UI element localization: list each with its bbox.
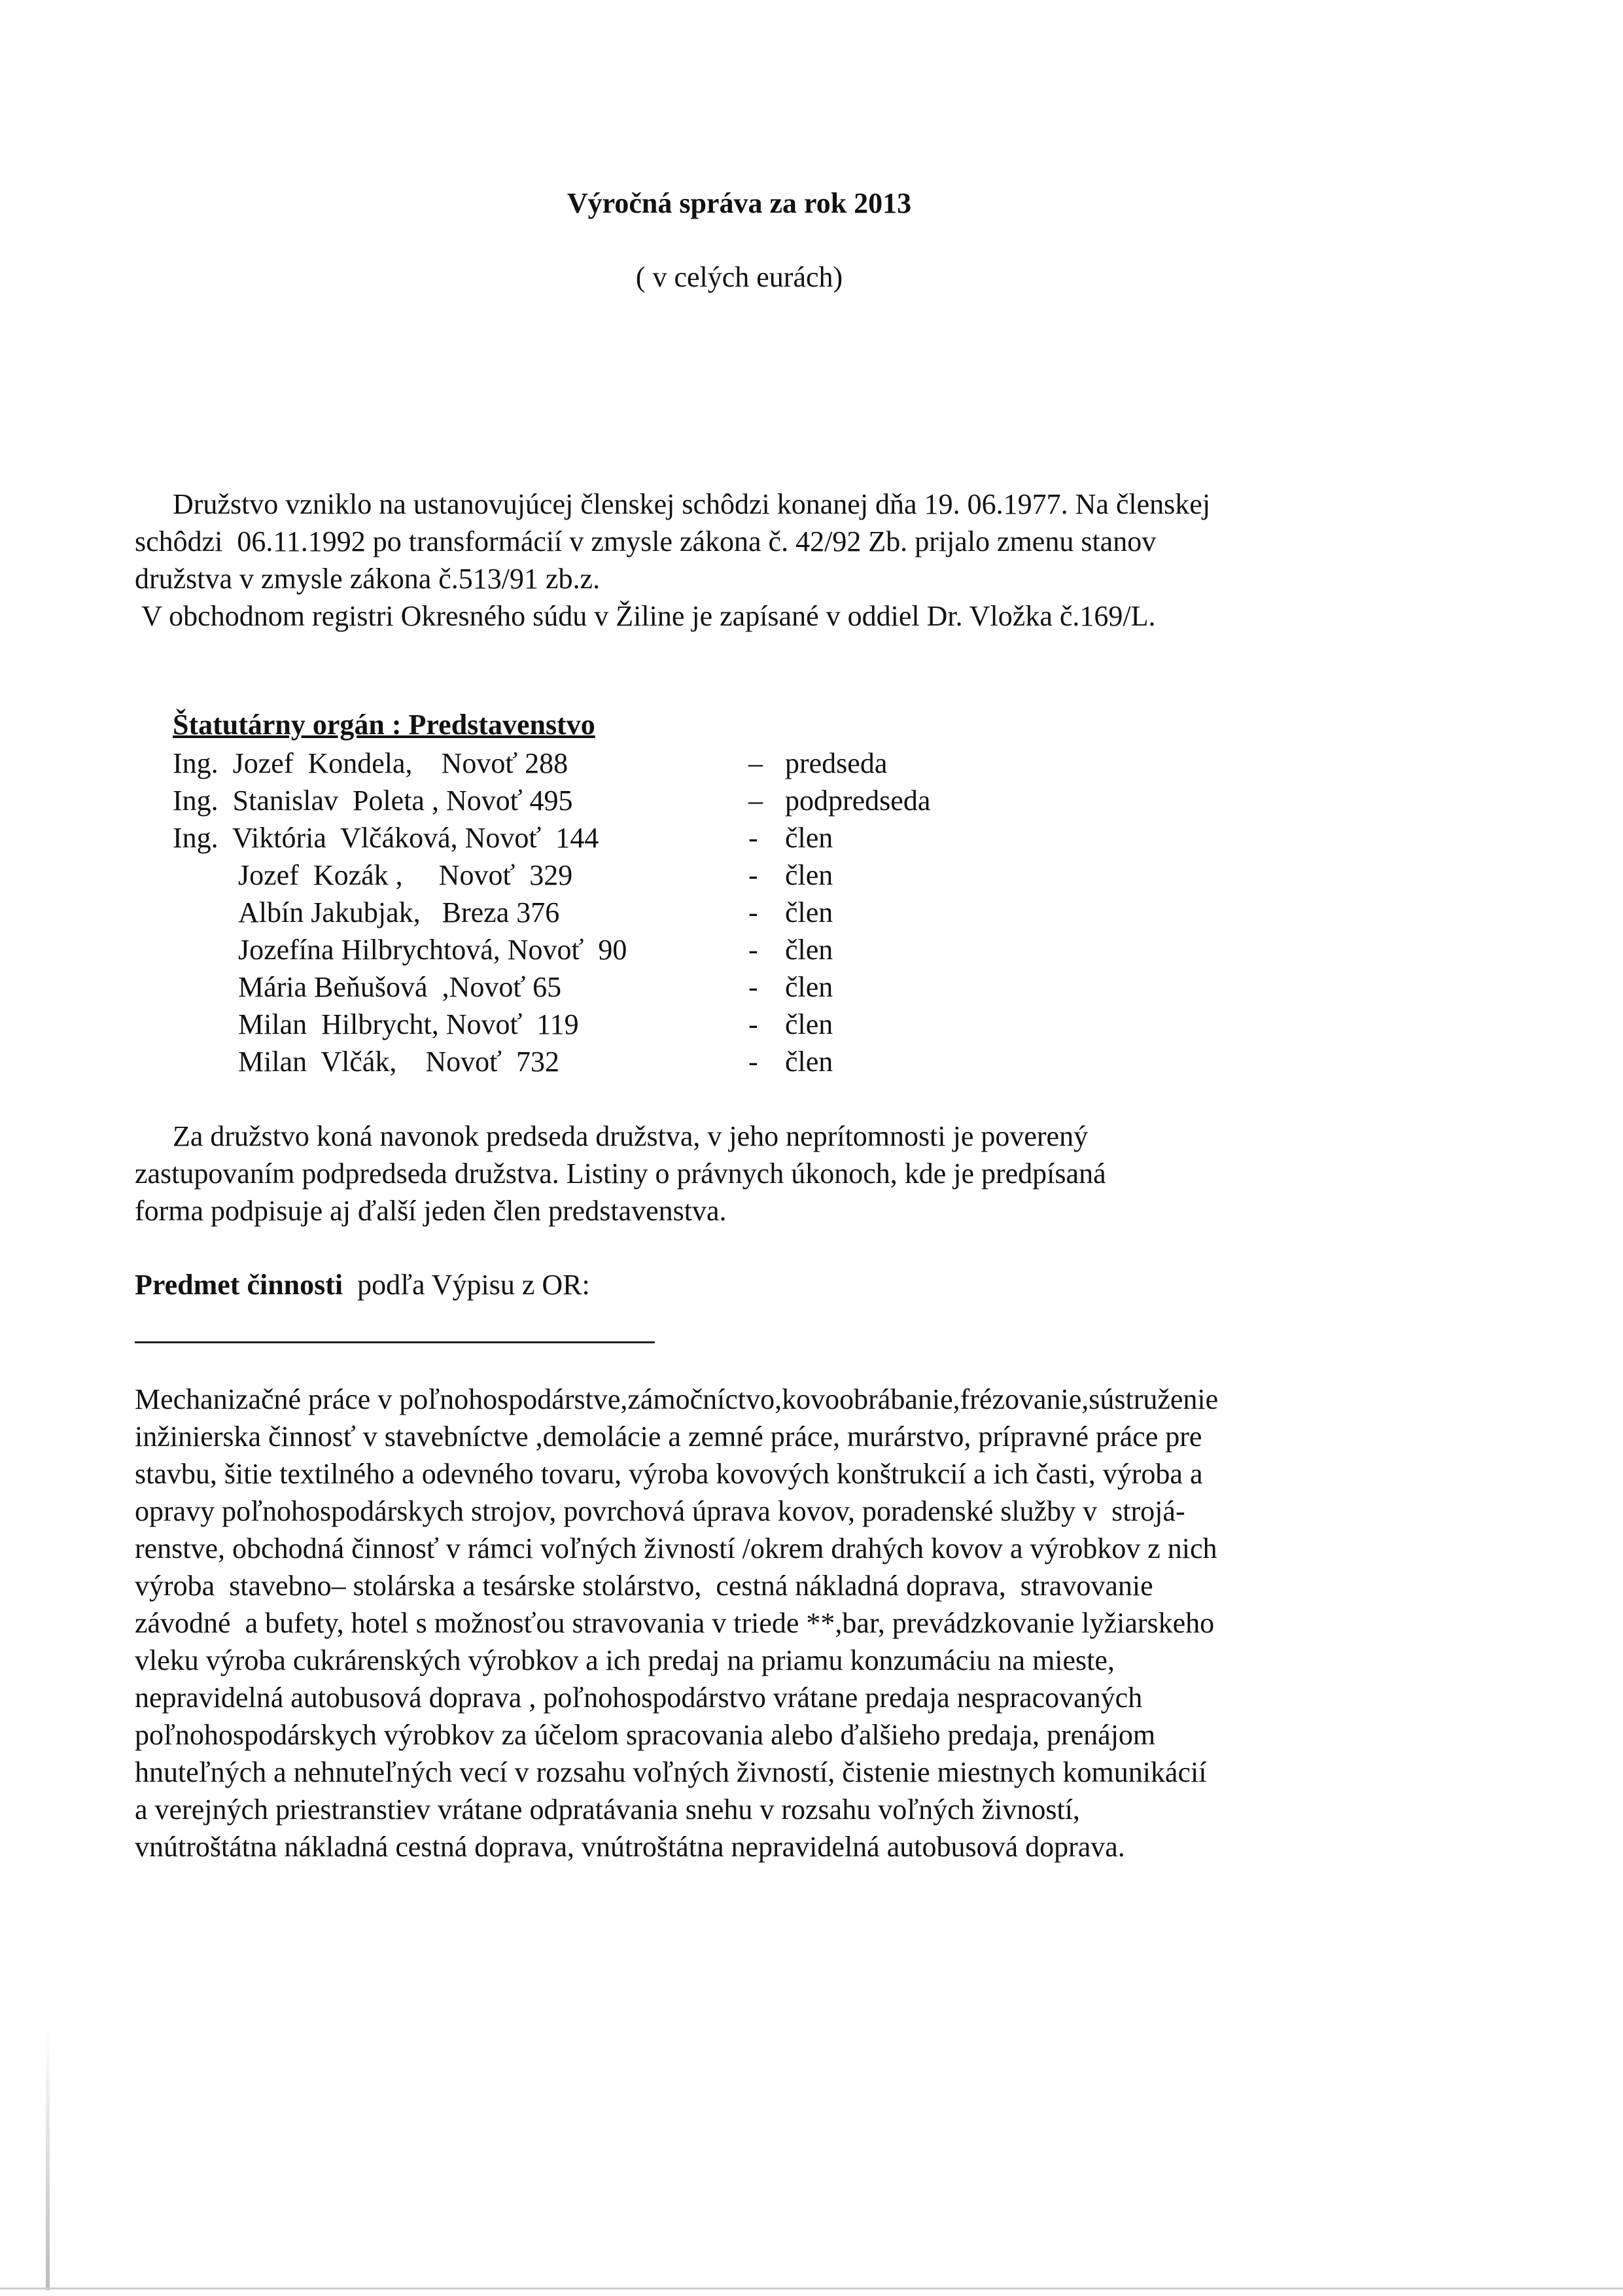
representation-line: zastupovaním podpredseda družstva. Listiny o právnych úkonoch, kde je predpísaná: [135, 1157, 1106, 1190]
member-role: člen: [785, 1046, 833, 1078]
member-name: Mária Beňušová ,Novoť 65: [238, 971, 562, 1003]
activity-line: opravy poľnohospodárskych strojov, povrchová úprava kovov, poradenské služby v strojá-: [135, 1495, 1185, 1527]
member-name: Jozefína Hilbrychtová, Novoť 90: [238, 934, 627, 966]
member-dash: -: [748, 896, 758, 928]
member-dash: –: [748, 785, 763, 817]
activity-heading-line: [135, 1268, 590, 1301]
member-name: Jozef Kozák , Novoť 329: [238, 859, 573, 891]
document-title: Výročná správa za rok 2013: [567, 187, 912, 219]
member-name: Ing. Jozef Kondela, Novoť 288: [173, 747, 568, 779]
member-dash: –: [748, 747, 763, 779]
activity-line: a verejných priestranstiev vrátane odpratávania snehu v rozsahu voľných živností,: [135, 1793, 1080, 1826]
member-dash: -: [748, 859, 758, 891]
member-dash: -: [748, 971, 758, 1003]
activity-line: renstve, obchodná činnosť v rámci voľných živností /okrem drahých kovov a výrobkov z nich: [135, 1532, 1217, 1564]
member-role: člen: [785, 822, 833, 854]
activity-line: Mechanizačné práce v poľnohospodárstve,zámočníctvo,kovoobrábanie,frézovanie,sústruženie: [135, 1383, 1219, 1415]
representation-line: Za družstvo koná navonok predseda družstva, v jeho neprítomnosti je poverený: [173, 1120, 1089, 1152]
activity-source: podľa Výpisu z OR:: [357, 1269, 590, 1301]
member-role: podpredseda: [785, 785, 931, 817]
document-subtitle: ( v celých eurách): [635, 261, 843, 293]
member-dash: -: [748, 934, 758, 966]
divider: [135, 1341, 655, 1343]
board-heading: Štatutárny orgán : Predstavenstvo: [173, 709, 595, 741]
activity-line: vleku výroba cukrárenských výrobkov a ich predaj na priamu konzumáciu na mieste,: [135, 1644, 1115, 1676]
activity-line: poľnohospodárskych výrobkov za účelom spracovania alebo ďalšieho predaja, prenájom: [135, 1719, 1156, 1751]
scan-bottom-edge: [0, 2287, 1623, 2289]
activities-paragraph: [135, 1381, 1218, 1865]
activity-line: inžinierska činnosť v stavebníctve ,demolácie a zemné práce, murárstvo, prípravné práce pre: [135, 1421, 1202, 1453]
member-name: Ing. Stanislav Poleta , Novoť 495: [173, 785, 573, 817]
member-dash: -: [748, 1008, 758, 1040]
activity-line: stavbu, šitie textilného a odevného tovaru, výroba kovových konštrukcií a ich časti, výroba a: [135, 1458, 1203, 1490]
activity-line: vnútroštátna nákladná cestná doprava, vnútroštátna nepravidelná autobusová doprava.: [135, 1831, 1125, 1863]
member-name: Albín Jakubjak, Breza 376: [238, 896, 560, 928]
scan-edge-shadow: [46, 2028, 50, 2290]
activity-line: hnuteľných a nehnuteľných vecí v rozsahu voľných živností, čistenie miestnych komunikácií: [135, 1756, 1207, 1788]
intro-line: družstva v zmysle zákona č.513/91 zb.z.: [135, 563, 601, 595]
member-role: člen: [785, 934, 833, 966]
activity-line: výroba stavebno– stolárska a tesárske stolárstvo, cestná nákladná doprava, stravovanie: [135, 1570, 1153, 1602]
intro-line: schôdzi 06.11.1992 po transformácií v zmysle zákona č. 42/92 Zb. prijalo zmenu stanov: [135, 525, 1157, 557]
activity-line: závodné a bufety, hotel s možnosťou stravovania v triede **,bar, prevádzkovanie lyžiarskeho: [135, 1607, 1215, 1639]
intro-line: Družstvo vzniklo na ustanovujúcej členskej schôdzi konanej dňa 19. 06.1977. Na členskej: [173, 488, 1211, 520]
activity-heading: Predmet činnosti: [135, 1269, 343, 1301]
intro-line: V obchodnom registri Okresného súdu v Žiline je zapísané v oddiel Dr. Vložka č.169/L.: [135, 600, 1156, 632]
member-role: člen: [785, 971, 833, 1003]
member-name: Milan Vlčák, Novoť 732: [238, 1046, 559, 1078]
member-dash: -: [748, 822, 758, 854]
member-role: člen: [785, 896, 833, 928]
activity-line: nepravidelná autobusová doprava , poľnohospodárstvo vrátane predaja nespracovaných: [135, 1682, 1143, 1714]
representation-line: forma podpisuje aj ďalší jeden člen predstavenstva.: [135, 1195, 727, 1227]
member-name: Ing. Viktória Vlčáková, Novoť 144: [173, 822, 599, 854]
representation-paragraph: [135, 1118, 1106, 1229]
member-dash: -: [748, 1046, 758, 1078]
member-role: člen: [785, 1008, 833, 1040]
member-name: Milan Hilbrycht, Novoť 119: [238, 1008, 579, 1040]
member-role: člen: [785, 859, 833, 891]
member-role: predseda: [785, 747, 888, 779]
intro-paragraph: [135, 486, 1210, 635]
